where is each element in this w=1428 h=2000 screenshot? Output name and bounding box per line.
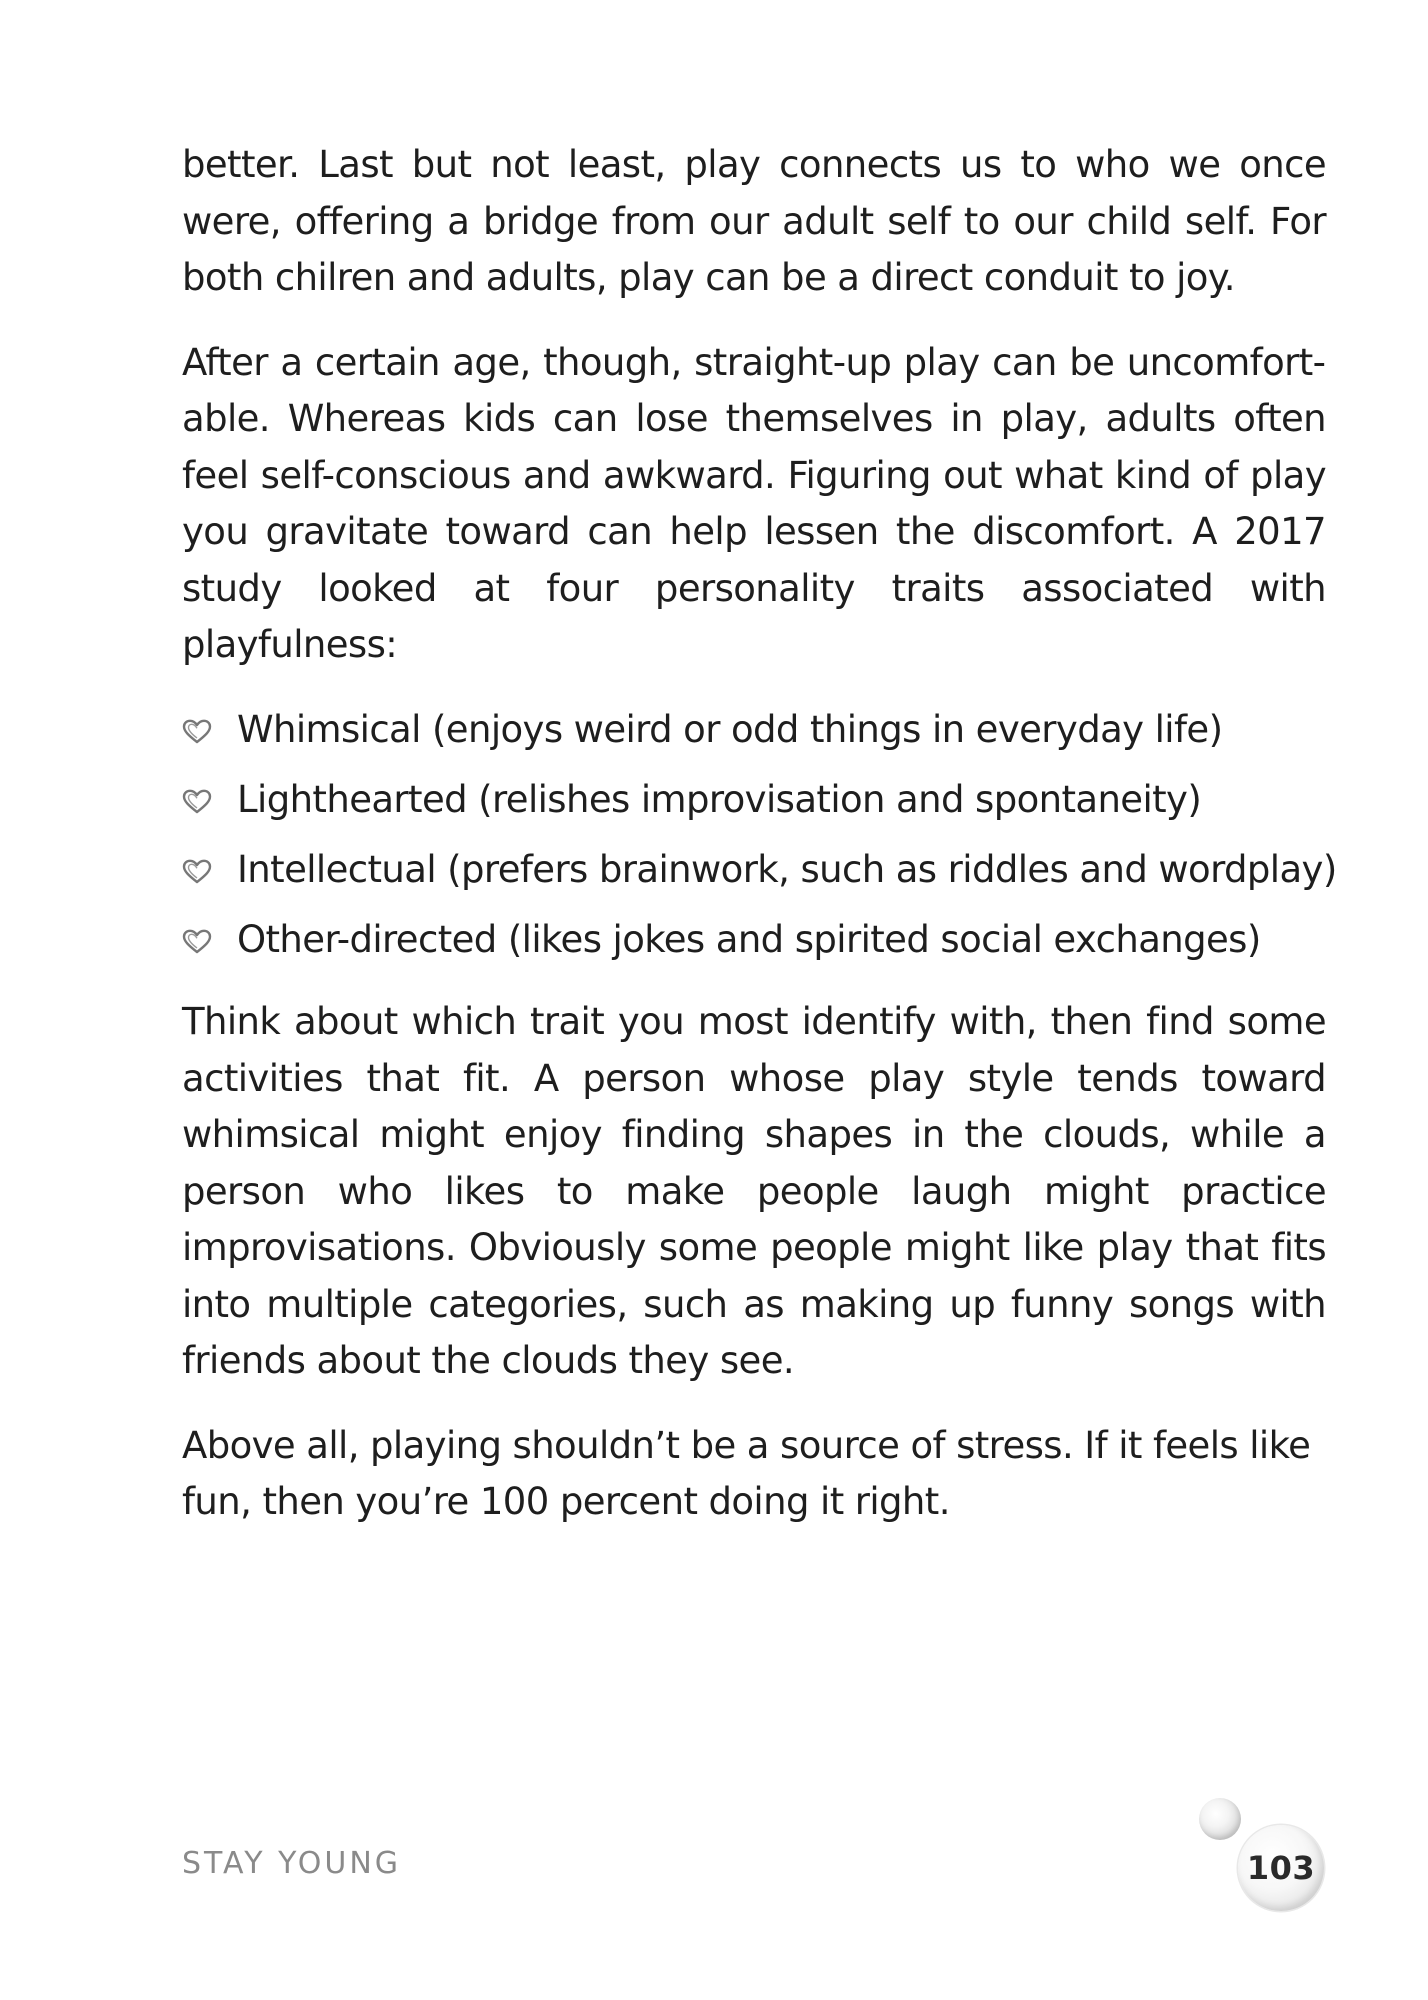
list-item-label: Intellectual (prefers brainwork, such as riddles and wordplay) [237, 847, 1337, 891]
list-item-whimsical [182, 702, 1326, 759]
heart-outline-icon [182, 859, 212, 885]
body-paragraph-1: better. Last but not least, play connects us to who we once were, offering a bridge from our adult self to our child self. For both chilren and adults, play can be a direct conduit to joy. [182, 143, 1326, 299]
page-number-badge [1238, 1825, 1324, 1911]
list-item-other-directed [182, 912, 1326, 969]
heart-outline-icon [182, 719, 212, 745]
running-footer-title: STAY YOUNG [182, 1846, 402, 1881]
list-item-label: Lighthearted (relishes improvisation and spontaneity) [237, 777, 1202, 821]
page-number: 103 [1246, 1849, 1316, 1887]
heart-outline-icon [182, 929, 212, 955]
list-item-label: Whimsical (enjoys weird or odd things in everyday life) [237, 707, 1223, 751]
bubble-decoration-icon [1199, 1798, 1241, 1840]
list-item-lighthearted [182, 772, 1326, 829]
list-item-intellectual [182, 842, 1337, 899]
body-paragraph-2: After a certain age, though, straight-up play can be uncomfortable. Whereas kids can lose themselves in play, adults often feel self-conscious and awkward. Figuring out what kind of play you gravitate toward can help lessen the discomfort. A 2017 study looked at four personality traits associated with playfulness: [182, 340, 1326, 666]
trait-list [182, 702, 1337, 969]
page-body [182, 137, 1337, 1559]
list-item-label: Other-directed (likes jokes and spirited social exchanges) [237, 917, 1261, 961]
heart-outline-icon [182, 789, 212, 815]
body-paragraph-4: Above all, playing shouldn’t be a source of stress. If it feels like fun, then you’re 100 percent doing it right. [182, 1423, 1311, 1523]
body-paragraph-3: Think about which trait you most identify with, then find some activities that fit. A person whose play style tends toward whimsical might enjoy finding shapes in the clouds, while a person who likes to make people laugh might practice improvisations. Obviously some people might like play that fits into multiple categories, such as making up funny songs with friends about the clouds they see. [182, 1000, 1326, 1382]
